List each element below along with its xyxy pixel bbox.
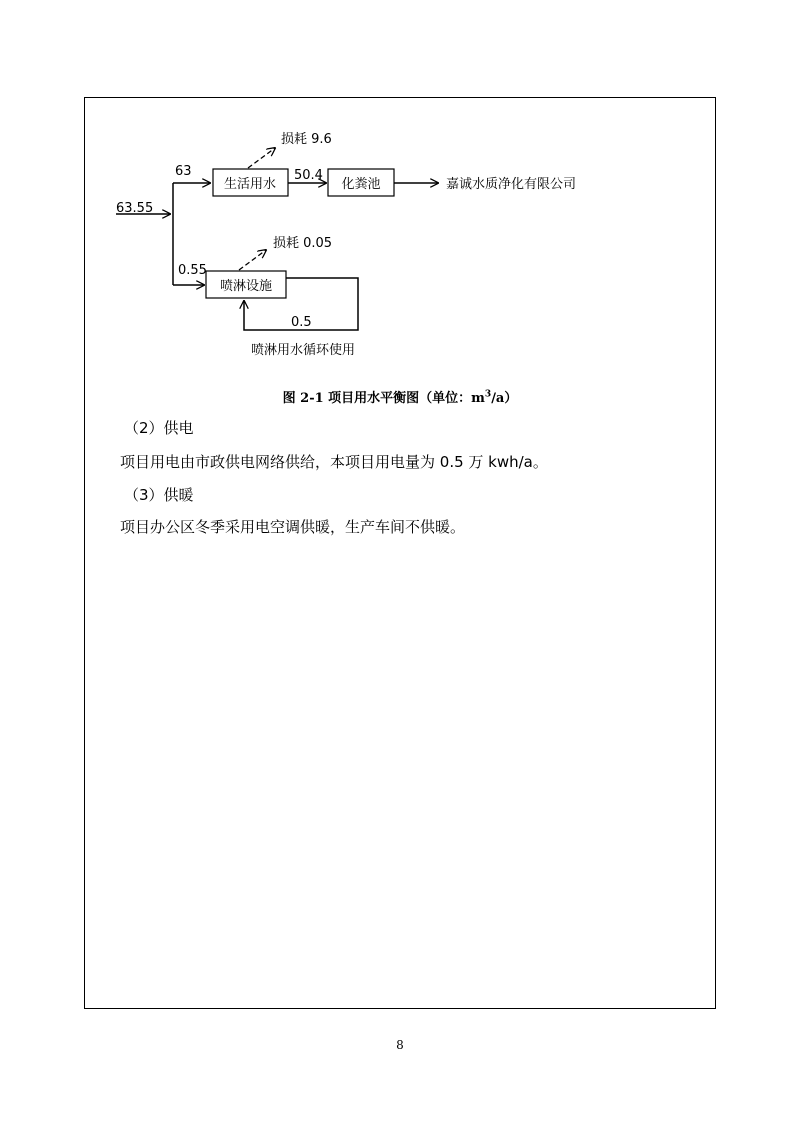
water-balance-diagram [0, 0, 800, 380]
living-water-label: 生活用水 [223, 177, 277, 192]
spray-loss-label: 损耗 0.05 [273, 236, 333, 251]
living-loss-label: 损耗 9.6 [281, 132, 332, 147]
caption-superscript: 3 [484, 389, 492, 400]
flow-living-label: 63 [175, 164, 192, 179]
flow-recycle-label: 0.5 [291, 315, 312, 330]
purifier-label: 嘉诚水质净化有限公司 [446, 177, 577, 192]
inflow-total-label: 63.55 [116, 201, 154, 216]
living-loss-arrow [248, 148, 275, 168]
recycle-label: 喷淋用水循环使用 [251, 343, 356, 358]
power-heading: （2）供电 [124, 419, 194, 437]
figure-caption [0, 387, 800, 406]
septic-tank-label: 化粪池 [341, 177, 381, 192]
heating-heading: （3）供暖 [124, 486, 194, 504]
page-number: 8 [396, 1038, 404, 1052]
power-text: 项目用电由市政供电网络供给，本项目用电量为 0.5 万 kwh/a。 [120, 453, 548, 471]
spray-facility-label: 喷淋设施 [219, 279, 273, 294]
caption-suffix: /a） [491, 391, 518, 406]
spray-loss-arrow [239, 250, 266, 270]
caption-prefix: 图 2-1 项目用水平衡图（单位：m [282, 391, 485, 406]
flow-spray-label: 0.55 [178, 263, 207, 278]
heating-text: 项目办公区冬季采用电空调供暖，生产车间不供暖。 [120, 518, 466, 536]
flow-septic-label: 50.4 [294, 168, 323, 183]
